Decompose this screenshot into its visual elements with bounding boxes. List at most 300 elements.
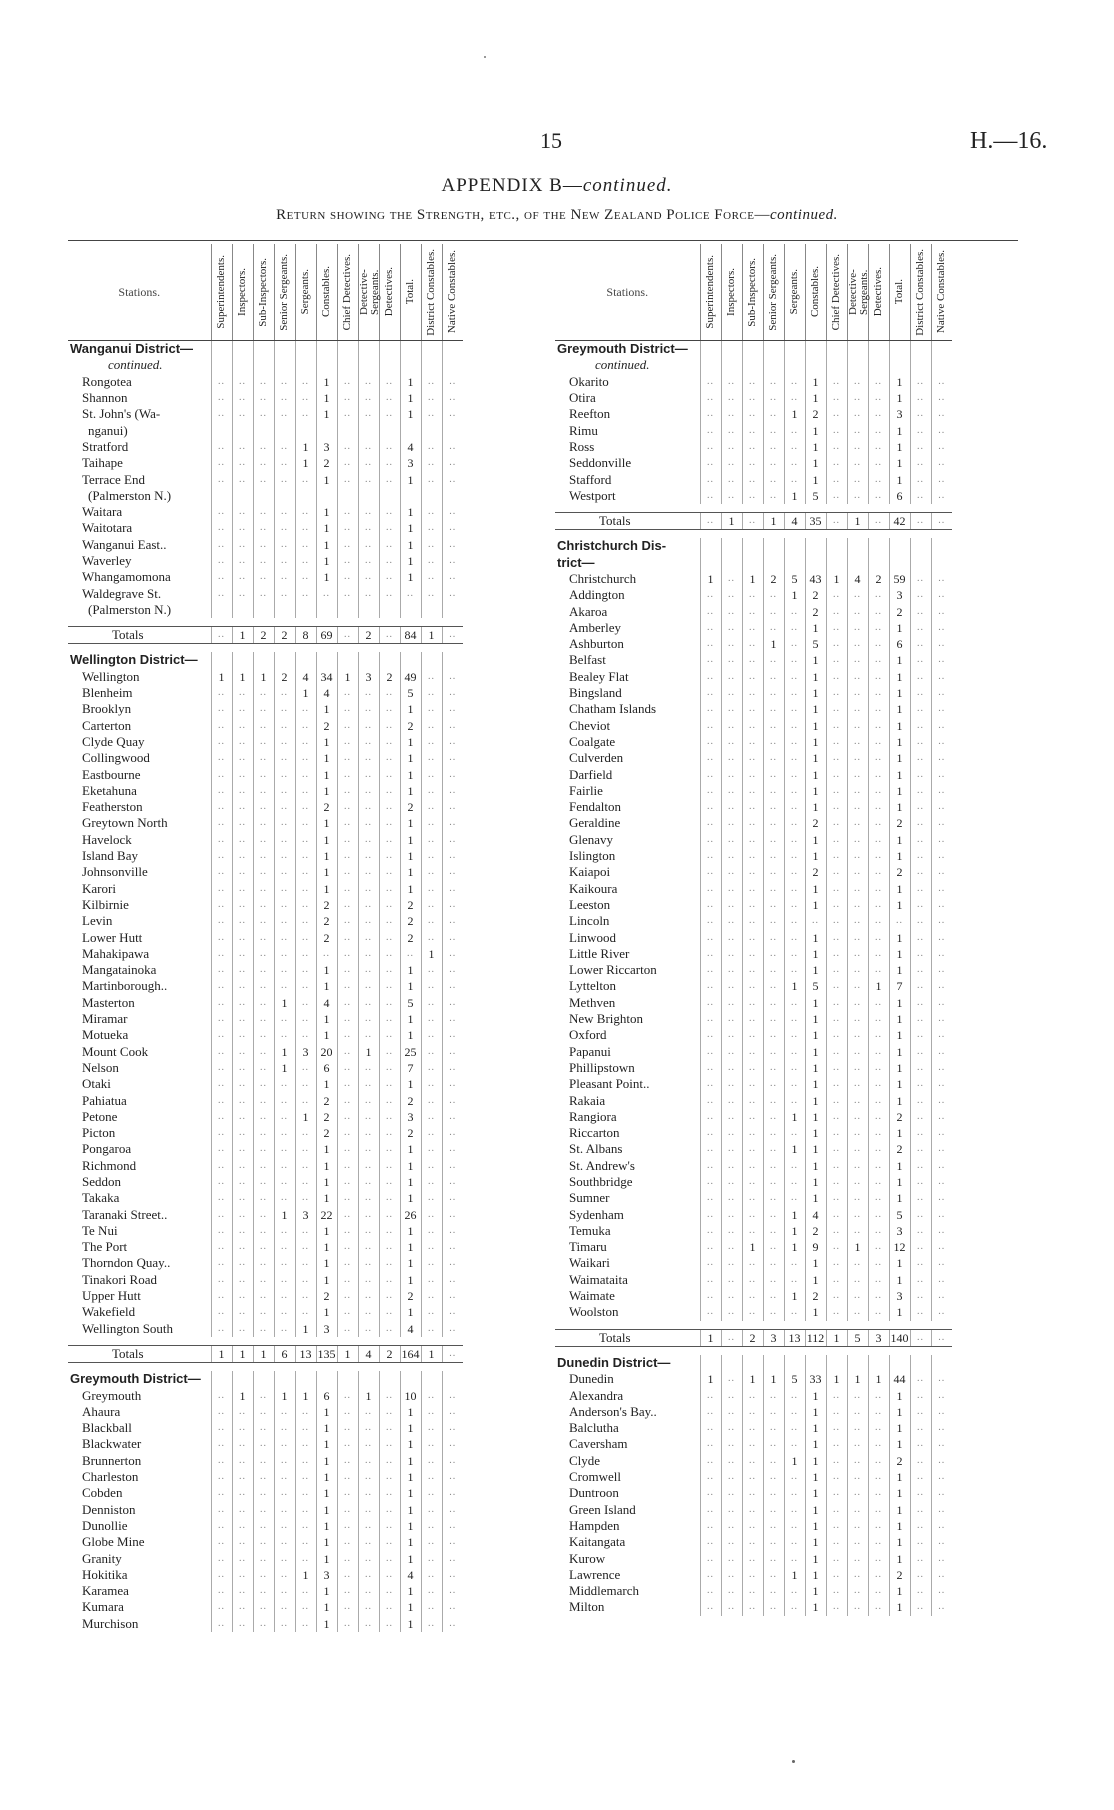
empty-cell: .. [700, 488, 721, 504]
count-cell: 1 [889, 848, 910, 864]
empty-cell [910, 1355, 931, 1371]
station-name: Carterton [82, 717, 132, 733]
empty-cell: .. [910, 587, 931, 603]
empty-cell: .. [442, 1501, 463, 1517]
empty-cell: .. [274, 881, 295, 897]
empty-cell: .. [295, 995, 316, 1011]
count-cell: 1 [400, 1027, 421, 1043]
station-name: Wakefield [82, 1304, 136, 1320]
count-cell: 1 [400, 766, 421, 782]
empty-cell: .. [232, 1453, 253, 1469]
empty-cell: .. [316, 946, 337, 962]
empty-cell: .. [931, 685, 952, 701]
empty-cell: .. [847, 1453, 868, 1469]
count-cell: 1 [868, 1371, 889, 1387]
empty-cell: .. [910, 1027, 931, 1043]
empty-cell [316, 602, 337, 618]
count-cell: 1 [316, 1174, 337, 1190]
empty-cell: .. [337, 734, 358, 750]
empty-cell: .. [910, 881, 931, 897]
empty-cell: .. [847, 848, 868, 864]
station-row [555, 799, 952, 815]
empty-cell: .. [847, 1387, 868, 1403]
count-cell: 1 [337, 1345, 358, 1362]
empty-cell: .. [721, 946, 742, 962]
station-name: Pahiatua [82, 1092, 127, 1108]
empty-cell: .. [442, 585, 463, 601]
empty-cell: .. [337, 701, 358, 717]
empty-cell [274, 341, 295, 358]
district-name: trict— [557, 554, 595, 570]
empty-cell: .. [274, 1223, 295, 1239]
empty-cell: .. [295, 734, 316, 750]
count-cell: 1 [805, 1485, 826, 1501]
count-cell: 3 [316, 1567, 337, 1583]
empty-cell [274, 1371, 295, 1387]
station-name: Brooklyn [82, 701, 132, 717]
empty-cell: .. [742, 1206, 763, 1222]
empty-cell: .. [274, 783, 295, 799]
empty-cell: .. [379, 1272, 400, 1288]
empty-cell: .. [847, 1060, 868, 1076]
empty-cell: .. [847, 1404, 868, 1420]
empty-cell [337, 422, 358, 438]
count-cell: 1 [784, 1223, 805, 1239]
empty-cell: .. [700, 1567, 721, 1583]
empty-cell: .. [742, 439, 763, 455]
empty-cell: .. [742, 1404, 763, 1420]
empty-cell: .. [211, 1125, 232, 1141]
count-cell: 1 [805, 1158, 826, 1174]
empty-cell: .. [868, 815, 889, 831]
totals-row [555, 1329, 952, 1346]
empty-cell: .. [826, 734, 847, 750]
station-row [68, 569, 463, 585]
count-cell: 2 [400, 913, 421, 929]
station-name: Havelock [82, 831, 132, 847]
empty-cell: .. [274, 1485, 295, 1501]
count-cell: 1 [316, 766, 337, 782]
empty-cell: .. [826, 881, 847, 897]
empty-cell: .. [910, 1092, 931, 1108]
document-reference: H.—16. [970, 128, 1048, 154]
count-cell: 22 [316, 1206, 337, 1222]
empty-cell: .. [763, 1141, 784, 1157]
empty-cell: .. [868, 374, 889, 390]
empty-cell: .. [826, 1060, 847, 1076]
count-cell: 4 [316, 685, 337, 701]
station-name: Methven [569, 994, 616, 1010]
empty-cell: .. [826, 1109, 847, 1125]
empty-cell: .. [700, 1255, 721, 1271]
empty-cell: .. [784, 1190, 805, 1206]
empty-cell: .. [847, 1043, 868, 1059]
empty-cell: .. [784, 946, 805, 962]
empty-cell: .. [826, 1501, 847, 1517]
empty-cell [700, 555, 721, 571]
empty-cell: .. [721, 488, 742, 504]
empty-cell: .. [211, 978, 232, 994]
empty-cell: .. [784, 620, 805, 636]
empty-cell: .. [931, 1239, 952, 1255]
empty-cell: .. [700, 978, 721, 994]
empty-cell: .. [211, 1239, 232, 1255]
empty-cell: .. [442, 1550, 463, 1566]
empty-cell: .. [931, 978, 952, 994]
empty-cell: .. [232, 585, 253, 601]
empty-cell: .. [379, 1583, 400, 1599]
empty-cell: .. [826, 701, 847, 717]
empty-cell: .. [211, 585, 232, 601]
header-label: Sergeants. [788, 269, 800, 315]
empty-cell: .. [421, 783, 442, 799]
empty-cell: .. [379, 864, 400, 880]
empty-cell: .. [253, 1141, 274, 1157]
empty-cell: .. [337, 718, 358, 734]
empty-cell: .. [931, 962, 952, 978]
empty-cell [358, 1371, 379, 1387]
empty-cell [211, 1371, 232, 1387]
station-name: Dunollie [82, 1517, 128, 1533]
empty-cell: .. [379, 1304, 400, 1320]
station-row [555, 390, 952, 406]
empty-cell: .. [700, 1599, 721, 1615]
empty-cell: .. [442, 1420, 463, 1436]
station-row [68, 1011, 463, 1027]
station-name: Cromwell [569, 1469, 621, 1485]
station-name: Anderson's Bay.. [569, 1403, 657, 1419]
empty-cell: .. [295, 1223, 316, 1239]
station-name: Glenavy [569, 831, 614, 847]
empty-cell: .. [442, 627, 463, 644]
station-row [68, 471, 463, 487]
count-cell: 1 [316, 374, 337, 390]
station-row [68, 1534, 463, 1550]
empty-cell [910, 555, 931, 571]
count-cell: 1 [295, 1109, 316, 1125]
station-name: Duntroon [569, 1485, 619, 1501]
count-cell: 1 [805, 390, 826, 406]
empty-cell: .. [931, 406, 952, 422]
count-cell: 1 [274, 1387, 295, 1403]
empty-cell: .. [910, 1599, 931, 1615]
empty-cell: .. [763, 799, 784, 815]
district-heading-row [555, 555, 952, 571]
empty-cell: .. [784, 455, 805, 471]
station-name: Akaroa [569, 603, 608, 619]
empty-cell [826, 341, 847, 358]
empty-cell: .. [763, 946, 784, 962]
count-cell: 3 [763, 1329, 784, 1346]
empty-cell: .. [337, 1011, 358, 1027]
empty-cell: .. [721, 978, 742, 994]
empty-cell: .. [700, 1141, 721, 1157]
station-row [68, 799, 463, 815]
empty-cell: .. [721, 897, 742, 913]
empty-cell: .. [274, 1076, 295, 1092]
empty-cell: .. [295, 1404, 316, 1420]
empty-cell: .. [274, 1321, 295, 1337]
station-name: Rimu [569, 422, 598, 438]
empty-cell: .. [253, 1060, 274, 1076]
empty-cell: .. [379, 1060, 400, 1076]
empty-cell: .. [211, 439, 232, 455]
empty-cell: .. [442, 1043, 463, 1059]
empty-cell: .. [295, 978, 316, 994]
empty-cell: .. [253, 1518, 274, 1534]
empty-cell: .. [931, 1158, 952, 1174]
empty-cell: .. [763, 978, 784, 994]
empty-cell: .. [358, 1404, 379, 1420]
count-cell: 2 [400, 929, 421, 945]
station-row [68, 390, 463, 406]
count-cell: 1 [805, 1092, 826, 1108]
empty-cell: .. [826, 946, 847, 962]
empty-cell: .. [700, 1272, 721, 1288]
empty-cell: .. [358, 1436, 379, 1452]
header-label: Constables. [809, 266, 821, 318]
header-label: Native Constables. [446, 250, 459, 334]
empty-cell: .. [700, 1534, 721, 1550]
count-cell: 1 [889, 1304, 910, 1320]
empty-cell: .. [358, 1534, 379, 1550]
empty-cell: .. [784, 1272, 805, 1288]
count-cell: 20 [316, 1043, 337, 1059]
empty-cell: .. [826, 620, 847, 636]
empty-cell: .. [442, 1076, 463, 1092]
empty-cell: .. [763, 1404, 784, 1420]
count-cell: 1 [805, 1060, 826, 1076]
empty-cell: .. [442, 913, 463, 929]
count-cell: 2 [889, 1109, 910, 1125]
empty-cell: .. [337, 627, 358, 644]
empty-cell: .. [868, 512, 889, 529]
count-cell: 6 [274, 1345, 295, 1362]
empty-cell: .. [868, 1223, 889, 1239]
empty-cell: .. [763, 1420, 784, 1436]
empty-cell: .. [742, 488, 763, 504]
empty-cell: .. [931, 995, 952, 1011]
count-cell: 1 [295, 1387, 316, 1403]
station-row [555, 750, 952, 766]
count-cell: 1 [400, 881, 421, 897]
empty-cell: .. [763, 1076, 784, 1092]
count-cell: 3 [358, 669, 379, 685]
empty-cell: .. [847, 1125, 868, 1141]
empty-cell: .. [847, 636, 868, 652]
empty-cell: .. [868, 995, 889, 1011]
count-cell: 2 [400, 718, 421, 734]
station-row [555, 962, 952, 978]
empty-cell: .. [763, 1011, 784, 1027]
empty-cell: .. [232, 1092, 253, 1108]
header-column [847, 244, 868, 341]
empty-cell: .. [910, 571, 931, 587]
empty-cell: .. [847, 620, 868, 636]
empty-cell [253, 1371, 274, 1387]
empty-cell: .. [358, 1125, 379, 1141]
empty-cell: .. [253, 1420, 274, 1436]
empty-cell: .. [337, 569, 358, 585]
empty-cell [763, 1355, 784, 1371]
count-cell: 1 [316, 1304, 337, 1320]
empty-cell: .. [421, 455, 442, 471]
empty-cell: .. [910, 864, 931, 880]
count-cell: 2 [316, 1288, 337, 1304]
empty-cell: .. [337, 439, 358, 455]
empty-cell: .. [700, 1174, 721, 1190]
empty-cell: .. [295, 1599, 316, 1615]
empty-cell [358, 488, 379, 504]
count-cell: 1 [805, 1518, 826, 1534]
empty-cell: .. [337, 1469, 358, 1485]
empty-cell: .. [253, 1485, 274, 1501]
empty-cell: .. [379, 1043, 400, 1059]
empty-cell: .. [763, 1453, 784, 1469]
empty-cell: .. [295, 1583, 316, 1599]
appendix-title [0, 175, 1114, 197]
empty-cell: .. [910, 1329, 931, 1346]
empty-cell [379, 652, 400, 668]
empty-cell [931, 341, 952, 358]
empty-cell: .. [253, 537, 274, 553]
header-column [700, 244, 721, 341]
empty-cell: .. [232, 504, 253, 520]
empty-cell [700, 357, 721, 373]
empty-cell [211, 422, 232, 438]
count-cell: 1 [805, 1011, 826, 1027]
empty-cell: .. [931, 488, 952, 504]
empty-cell: .. [763, 439, 784, 455]
empty-cell [742, 357, 763, 373]
empty-cell: .. [442, 734, 463, 750]
empty-cell: .. [379, 1387, 400, 1403]
empty-cell: .. [211, 520, 232, 536]
empty-cell: .. [379, 799, 400, 815]
station-name: Collingwood [82, 750, 150, 766]
empty-cell: .. [826, 929, 847, 945]
station-name: Culverden [569, 750, 624, 766]
empty-cell: .. [421, 734, 442, 750]
empty-cell: .. [295, 913, 316, 929]
empty-cell: .. [337, 1206, 358, 1222]
empty-cell: .. [211, 1043, 232, 1059]
empty-cell: .. [700, 766, 721, 782]
empty-cell: .. [700, 718, 721, 734]
empty-cell: .. [847, 1190, 868, 1206]
empty-cell: .. [274, 1272, 295, 1288]
empty-cell: .. [721, 652, 742, 668]
empty-cell: .. [337, 1518, 358, 1534]
count-cell: 1 [400, 1272, 421, 1288]
empty-cell: .. [847, 783, 868, 799]
empty-cell: .. [763, 1518, 784, 1534]
empty-cell: .. [931, 587, 952, 603]
count-cell: 1 [805, 1109, 826, 1125]
empty-cell: .. [931, 652, 952, 668]
count-cell: 5 [889, 1206, 910, 1222]
station-row [68, 1092, 463, 1108]
empty-cell [358, 341, 379, 358]
station-name: Waitotara [82, 520, 133, 536]
empty-cell: .. [700, 1387, 721, 1403]
empty-cell: .. [826, 1534, 847, 1550]
station-name: Ahaura [82, 1403, 121, 1419]
empty-cell: .. [274, 1518, 295, 1534]
empty-cell: .. [379, 1109, 400, 1125]
empty-cell: .. [763, 783, 784, 799]
station-row [68, 1550, 463, 1566]
empty-cell: .. [868, 1092, 889, 1108]
empty-cell: .. [910, 766, 931, 782]
empty-cell [805, 538, 826, 554]
empty-cell: .. [421, 832, 442, 848]
empty-cell: .. [358, 520, 379, 536]
empty-cell: .. [826, 1567, 847, 1583]
station-row [555, 439, 952, 455]
count-cell: 1 [316, 1453, 337, 1469]
empty-cell: .. [211, 406, 232, 422]
empty-cell: .. [232, 1485, 253, 1501]
empty-cell [889, 555, 910, 571]
empty-cell: .. [379, 537, 400, 553]
header-column [763, 244, 784, 341]
empty-cell [742, 1355, 763, 1371]
empty-cell: .. [742, 783, 763, 799]
count-cell: 1 [400, 1174, 421, 1190]
empty-cell: .. [442, 390, 463, 406]
empty-cell: .. [784, 897, 805, 913]
station-name: Kaiapoi [569, 864, 611, 880]
empty-cell: .. [295, 1141, 316, 1157]
station-name: Thorndon Quay.. [82, 1255, 171, 1271]
empty-cell: .. [253, 1223, 274, 1239]
empty-cell: .. [337, 1288, 358, 1304]
count-cell: 1 [742, 571, 763, 587]
empty-cell: .. [421, 1616, 442, 1632]
empty-cell: .. [721, 1550, 742, 1566]
empty-cell: .. [295, 1158, 316, 1174]
empty-cell: .. [337, 1534, 358, 1550]
count-cell: 2 [316, 455, 337, 471]
empty-cell: .. [232, 374, 253, 390]
count-cell: 1 [721, 512, 742, 529]
station-row [555, 1534, 952, 1550]
empty-cell: .. [232, 537, 253, 553]
empty-cell: .. [763, 1387, 784, 1403]
count-cell: 2 [805, 406, 826, 422]
count-cell: 1 [316, 864, 337, 880]
empty-cell [847, 538, 868, 554]
empty-cell: .. [826, 422, 847, 438]
empty-cell: .. [379, 1616, 400, 1632]
count-cell: 5 [400, 995, 421, 1011]
empty-cell: .. [742, 1272, 763, 1288]
empty-cell: .. [763, 620, 784, 636]
empty-cell [826, 555, 847, 571]
station-name: Hampden [569, 1517, 620, 1533]
empty-cell: .. [721, 1092, 742, 1108]
station-name: Mangatainoka [82, 962, 157, 978]
station-name: St. John's (Wa- [82, 406, 161, 422]
empty-cell: .. [379, 897, 400, 913]
empty-cell: .. [721, 1223, 742, 1239]
empty-cell: .. [379, 913, 400, 929]
empty-cell [358, 652, 379, 668]
empty-cell: .. [826, 1304, 847, 1320]
empty-cell [316, 357, 337, 373]
empty-cell [400, 357, 421, 373]
